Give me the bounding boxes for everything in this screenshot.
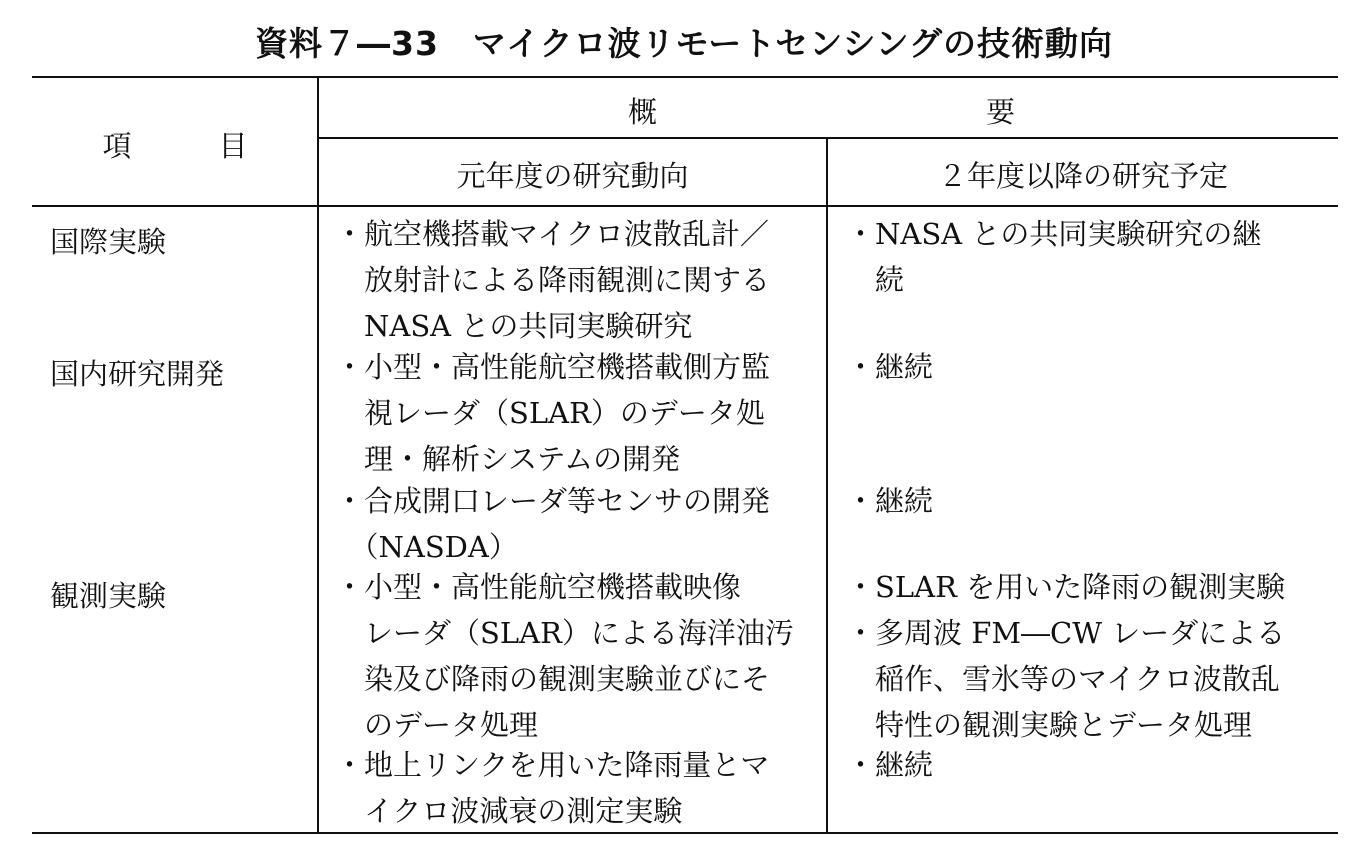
header-summary-right: 要 <box>986 95 1016 129</box>
row-current-rain-attenuation <box>335 742 769 834</box>
text-line: ・継続 <box>846 350 934 384</box>
header-summary-left: 概 <box>628 95 658 129</box>
row-item-observation: 観測実験 <box>50 579 167 613</box>
table-top-rule <box>32 76 1338 78</box>
text-line: ・小型・高性能航空機搭載側方監 <box>335 350 771 384</box>
row-future-domestic-slar <box>846 344 933 390</box>
text-line: ・航空機搭載マイクロ波散乱計／ <box>335 217 769 251</box>
row-future-rain-attenuation <box>846 742 933 788</box>
header-current-research: 元年度の研究動向 <box>456 159 689 193</box>
text-line: （NASDA） <box>335 530 518 564</box>
text-line: ・地上リンクを用いた降雨量とマ <box>335 748 770 782</box>
text-line: ・継続 <box>846 748 934 782</box>
header-future-plan: ２年度以降の研究予定 <box>937 159 1228 193</box>
row-current-sar <box>335 478 770 570</box>
row-future-international <box>846 211 1261 303</box>
row-current-international <box>335 211 770 349</box>
text-line: ・多周波 FM―CW レーダによる <box>846 616 1286 650</box>
row-future-sar <box>846 478 933 524</box>
text-line: イクロ波減衰の測定実験 <box>335 794 683 828</box>
header-mid-rule <box>318 137 1338 139</box>
text-line: ・継続 <box>846 484 934 518</box>
text-line: 続 <box>846 263 905 297</box>
text-line: NASA との共同実験研究 <box>335 309 693 343</box>
text-line: 理・解析システムの開発 <box>335 442 681 476</box>
plan-column-divider <box>826 138 828 834</box>
text-line: 特性の観測実験とデータ処理 <box>846 708 1253 742</box>
text-line: 放射計による降雨観測に関する <box>335 263 771 297</box>
text-line: ・NASA との共同実験研究の継 <box>846 217 1262 251</box>
row-current-observation <box>335 564 794 748</box>
text-line: のデータ処理 <box>335 708 539 742</box>
row-future-observation <box>846 564 1285 748</box>
row-current-domestic-slar <box>335 344 770 482</box>
row-item-international: 国際実験 <box>50 225 167 259</box>
text-line: 稲作、雪氷等のマイクロ波散乱 <box>846 662 1280 696</box>
text-line: ・SLAR を用いた降雨の観測実験 <box>846 570 1286 604</box>
text-line: レーダ（SLAR）による海洋油汚 <box>335 616 794 650</box>
text-line: ・合成開口レーダ等センサの開発 <box>335 484 771 518</box>
header-item-label: 項 目 <box>102 129 248 163</box>
header-bottom-rule <box>32 205 1338 207</box>
text-line: ・小型・高性能航空機搭載映像 <box>335 570 742 604</box>
text-line: 視レーダ（SLAR）のデータ処 <box>335 396 765 430</box>
page-title: 資料７―33 マイクロ波リモートセンシングの技術動向 <box>255 24 1113 63</box>
row-item-domestic: 国内研究開発 <box>50 357 225 391</box>
text-line: 染及び降雨の観測実験並びにそ <box>335 662 771 696</box>
